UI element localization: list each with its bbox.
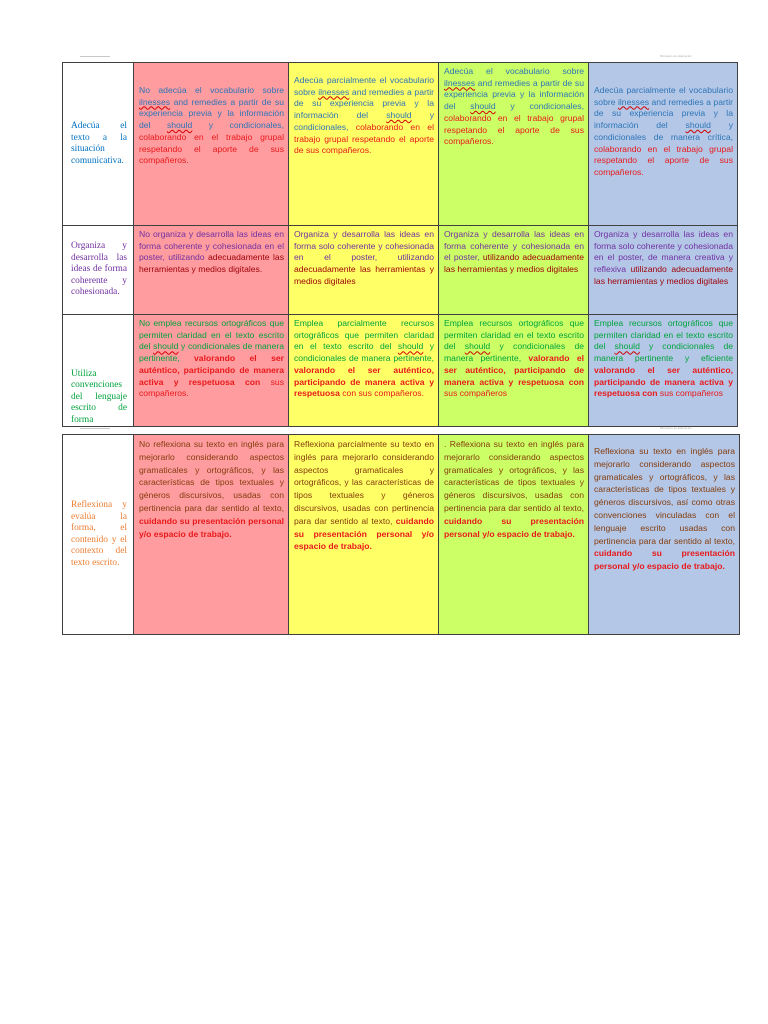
rubric-row-adecua xyxy=(63,63,738,226)
criterion-cell: Utiliza convenciones del lenguaje escrito de forma xyxy=(63,315,134,427)
level-1-cell: No adecúa el vocabulario sobre ilnesses and remedies a partir de su experiencia previa y la información del should y condicionales, colaborando en el trabajo grupal respetando el aporte de sus compañeros. xyxy=(134,63,289,226)
level-4-cell: Reflexiona su texto en inglés para mejorarlo considerando aspectos gramaticales y ortográficos, y las características de tipos textuales y géneros discursivos, así como otras convenciones vinculadas con el lenguaje escrito usadas con pertinencia para dar sentido al texto, cuidando su presentación personal y/o espacio de trabajo. xyxy=(589,435,740,635)
level-1-cell: No organiza y desarrolla las ideas en forma coherente y cohesionada en el poster, utilizando adecuadamente las herramientas y medios digitales. xyxy=(134,226,289,315)
level-3-cell: Emplea recursos ortográficos que permiten claridad en el texto escrito del should y condicionales de manera pertinente, valorando el ser auténtico, participando de manera activa y respetuosa con sus compañeros xyxy=(439,315,589,427)
rubric-table-part-1 xyxy=(62,62,738,427)
level-1-cell: No emplea recursos ortográficos que permiten claridad en el texto escrito del should y condicionales de manera pertinente, valorando el ser auténtico, participando de manera activa y respetuosa con sus compañeros. xyxy=(134,315,289,427)
header-mark: Ministerio de Educación xyxy=(660,54,692,58)
level-2-cell: Reflexiona parcialmente su texto en inglés para mejorarlo considerando aspectos gramaticales y ortográficos, y las características de tipos textuales y géneros discursivos, usadas con pertinencia para dar sentido al texto, cuidando su presentación personal y/o espacio de trabajo. xyxy=(289,435,439,635)
level-4-cell: Organiza y desarrolla las ideas en forma solo coherente y cohesionada en el poster, de manera creativa y reflexiva utilizando adecuadamente las herramientas y medios digitales xyxy=(589,226,738,315)
level-4-cell: Emplea recursos ortográficos que permiten claridad en el texto escrito del should y condicionales de manera pertinente y eficiente valorando el ser auténtico, participando de manera activa y respetuosa con sus compañeros xyxy=(589,315,738,427)
header-mark-2: Ministerio de Educación xyxy=(660,426,692,430)
rubric-row-utiliza xyxy=(63,315,738,427)
level-1-cell: No reflexiona su texto en inglés para mejorarlo considerando aspectos gramaticales y ortográficos, y las características de tipos textuales y géneros discursivos, usadas con pertinencia para dar sentido al texto, cuidando su presentación personal y/o espacio de trabajo. xyxy=(134,435,289,635)
top-left-rule xyxy=(80,56,110,57)
level-3-cell: . Reflexiona su texto en inglés para mejorarlo considerando aspectos gramaticales y ortográficos, y las características de tipos textuales y géneros discursivos, usadas con pertinencia para dar sentido al texto, cuidando su presentación personal y/o espacio de trabajo. xyxy=(439,435,589,635)
rubric-row-organiza xyxy=(63,226,738,315)
level-4-cell: Adecúa parcialmente el vocabulario sobre ilnesses and remedies a partir de su experiencia previa y la información del should y condicionales de manera crítica, colaborando en el trabajo grupal respetando el aporte de sus compañeros. xyxy=(589,63,738,226)
level-3-cell: Organiza y desarrolla las ideas en forma coherente y cohesionada en el poster, utilizando adecuadamente las herramientas y medios digitales xyxy=(439,226,589,315)
rubric-row-reflexiona xyxy=(63,435,740,635)
level-2-cell: Emplea parcialmente recursos ortográficos que permiten claridad en el texto escrito del should y condicionales de manera pertinente, valorando el ser auténtico, participando de manera activa y respetuosa con sus compañeros. xyxy=(289,315,439,427)
level-2-cell: Organiza y desarrolla las ideas en forma solo coherente y cohesionada en el poster, utilizando adecuadamente las herramientas y medios digitales xyxy=(289,226,439,315)
level-3-cell: Adecúa el vocabulario sobre ilnesses and remedies a partir de su experiencia previa y la información del should y condicionales, colaborando en el trabajo grupal respetando el aporte de sus compañeros. xyxy=(439,63,589,226)
mid-left-rule xyxy=(80,428,110,429)
level-2-cell: Adecúa parcialmente el vocabulario sobre ilnesses and remedies a partir de su experiencia previa y la información del should y condicionales, colaborando en el trabajo grupal respetando el aporte de sus compañeros. xyxy=(289,63,439,226)
criterion-cell: Adecúa el texto a la situación comunicativa. xyxy=(63,63,134,226)
criterion-cell: Organiza y desarrolla las ideas de forma coherente y cohesionada. xyxy=(63,226,134,315)
rubric-table-part-2 xyxy=(62,434,740,635)
criterion-cell: Reflexiona y evalúa la forma, el contenido y el contexto del texto escrito. xyxy=(63,435,134,635)
